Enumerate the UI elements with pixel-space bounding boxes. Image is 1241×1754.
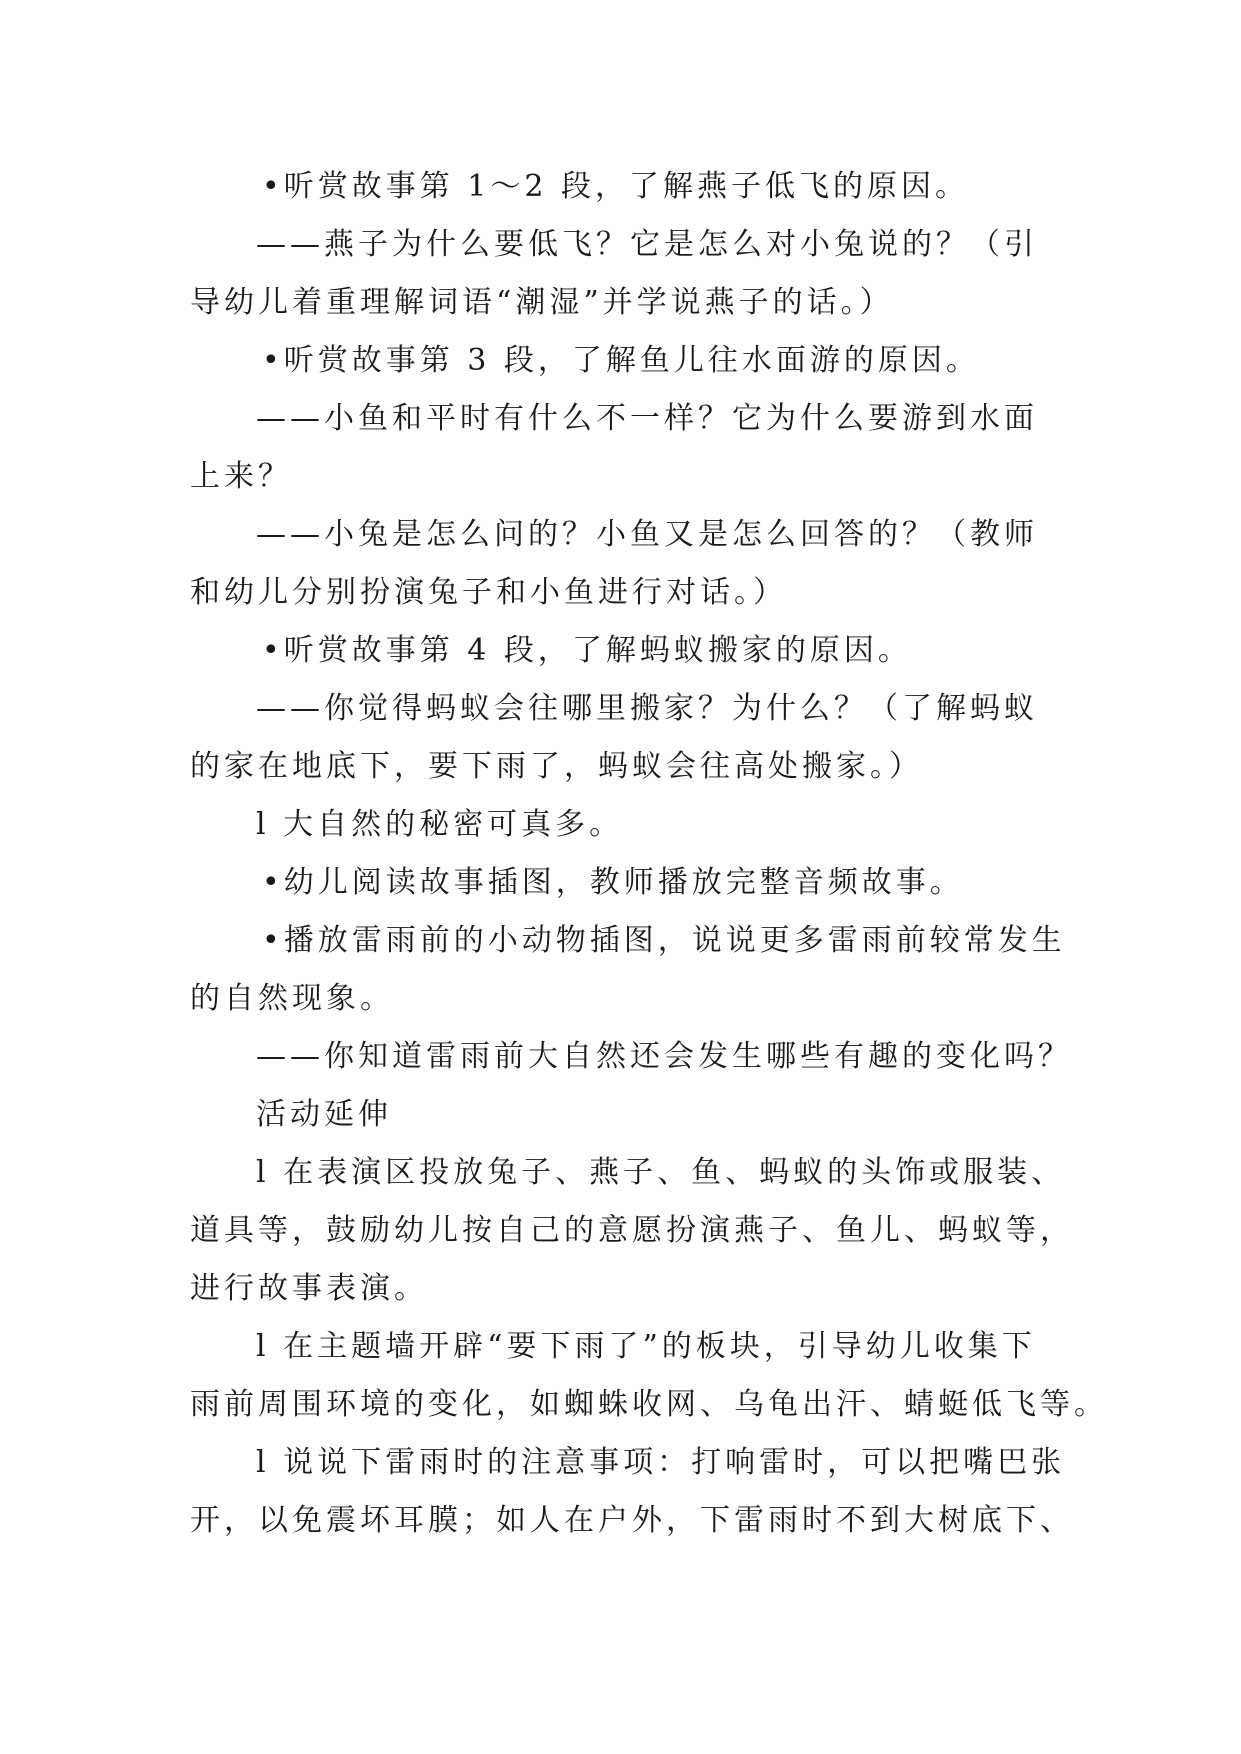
text-line: 的自然现象。 [190,981,394,1016]
section-heading: 活动延伸 [256,1097,392,1132]
text-line: l 说说下雷雨时的注意事项：打响雷时，可以把嘴巴张 [256,1445,1066,1480]
text-line: •听赏故事第 1～2 段，了解燕子低飞的原因。 [262,169,969,204]
text-line: 道具等，鼓励幼儿按自己的意愿扮演燕子、鱼儿、蚂蚁等， [190,1213,1074,1248]
text-line: ——你知道雷雨前大自然还会发生哪些有趣的变化吗？ [256,1039,1072,1074]
text-line: ——小鱼和平时有什么不一样？它为什么要游到水面 [256,401,1038,436]
text-line: 上来？ [190,459,292,494]
text-line: 开，以免震坏耳膜；如人在户外，下雷雨时不到大树底下、 [190,1503,1074,1538]
text-line: •听赏故事第 3 段，了解鱼儿往水面游的原因。 [262,343,980,378]
text-line: ——你觉得蚂蚁会往哪里搬家？为什么？（了解蚂蚁 [256,691,1038,726]
text-line: l 在表演区投放兔子、燕子、鱼、蚂蚁的头饰或服装、 [256,1155,1066,1190]
text-line: •听赏故事第 4 段，了解蚂蚁搬家的原因。 [262,633,912,668]
text-line: 的家在地底下，要下雨了，蚂蚁会往高处搬家。） [190,749,923,784]
text-line: 导幼儿着重理解词语“潮湿”并学说燕子的话。） [190,285,894,320]
text-line: 进行故事表演。 [190,1271,428,1306]
text-line: •播放雷雨前的小动物插图，说说更多雷雨前较常发生 [262,923,1066,958]
text-line: 雨前周围环境的变化，如蜘蛛收网、乌龟出汗、蜻蜓低飞等。 [190,1387,1108,1422]
text-line: 和幼儿分别扮演兔子和小鱼进行对话。） [190,575,787,610]
text-line: •幼儿阅读故事插图，教师播放完整音频故事。 [262,865,964,900]
text-line: l 在主题墙开辟“要下雨了”的板块，引导幼儿收集下 [256,1329,1036,1364]
text-line: l 大自然的秘密可真多。 [256,807,624,842]
text-line: ——燕子为什么要低飞？它是怎么对小兔说的？（引 [256,227,1038,262]
text-line: ——小兔是怎么问的？小鱼又是怎么回答的？（教师 [256,517,1038,552]
